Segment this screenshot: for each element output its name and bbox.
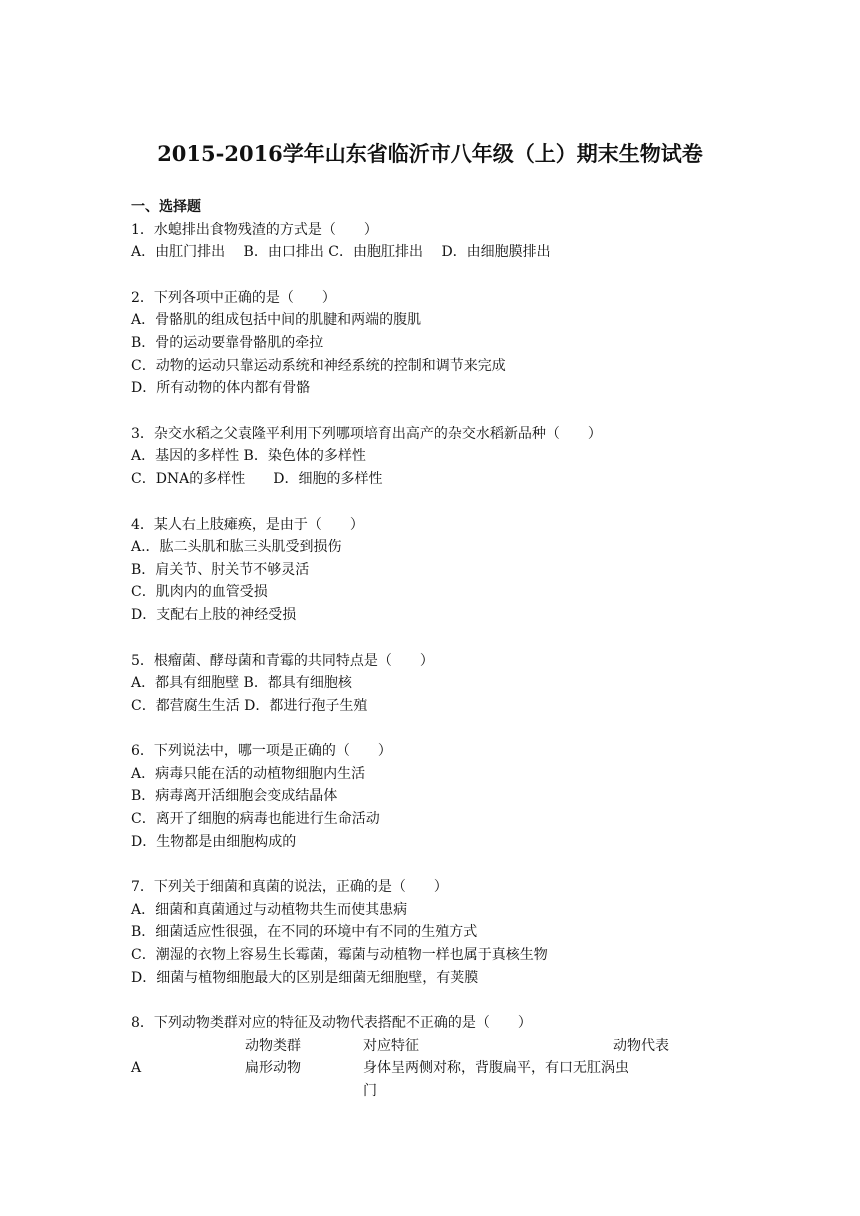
question-option: C．潮湿的衣物上容易生长霉菌，霉菌与动植物一样也属于真核生物 [131, 947, 548, 964]
table-header-representative: 动物代表 [613, 1037, 669, 1054]
question-stem: 2．下列各项中正确的是（ ） [131, 289, 336, 306]
table-row-label: A [131, 1060, 142, 1077]
question-stem: 3．杂交水稻之父袁隆平利用下列哪项培育出高产的杂交水稻新品种（ ） [131, 425, 602, 442]
question-option: A．由肛门排出 B．由口排出 C．由胞肛排出 D．由细胞膜排出 [131, 244, 551, 261]
answer-table [131, 1035, 771, 1103]
question-option: B．骨的运动要靠骨骼肌的牵拉 [131, 334, 324, 351]
table-header-group: 动物类群 [245, 1037, 301, 1054]
question-stem: 5．根瘤菌、酵母菌和青霉的共同特点是（ ） [131, 652, 434, 669]
table-cell-feature-continued: 门 [363, 1083, 377, 1099]
question-option: B．肩关节、肘关节不够灵活 [131, 561, 310, 578]
question-option: C．DNA的多样性 D．细胞的多样性 [131, 470, 383, 487]
question-option: A．基因的多样性 B．染色体的多样性 [131, 448, 366, 465]
page-title: 2015-2016学年山东省临沂市八年级（上）期末生物试卷 [157, 141, 703, 166]
question-option: C．都营腐生生活 D．都进行孢子生殖 [131, 697, 368, 714]
section-heading: 一、选择题 [131, 199, 201, 215]
question-option: D．支配右上肢的神经受损 [131, 606, 297, 623]
table-cell-feature: 身体呈两侧对称，背腹扁平，有口无肛涡虫 [363, 1060, 629, 1077]
table-header-feature: 对应特征 [363, 1037, 419, 1054]
question-option: D．细菌与植物细胞最大的区别是细菌无细胞壁，有荚膜 [131, 969, 479, 986]
question-list [131, 196, 771, 1103]
question-stem: 4．某人右上肢瘫痪，是由于（ ） [131, 516, 364, 533]
question-option: D．所有动物的体内都有骨骼 [131, 380, 311, 397]
question-option: A．细菌和真菌通过与动植物共生而使其患病 [131, 901, 408, 918]
question-option: A．都具有细胞壁 B．都具有细胞核 [131, 675, 352, 692]
question-stem: 6．下列说法中，哪一项是正确的（ ） [131, 743, 392, 760]
question-option: A.．肱二头肌和肱三头肌受到损伤 [131, 539, 342, 556]
question-option: C．肌肉内的血管受损 [131, 584, 268, 601]
question-option: C．离开了细胞的病毒也能进行生命活动 [131, 811, 380, 828]
question-stem: 1．水螅排出食物残渣的方式是（ ） [131, 221, 378, 238]
table-cell-group: 扁形动物 [245, 1060, 301, 1077]
question-option: B．细菌适应性很强，在不同的环境中有不同的生殖方式 [131, 924, 478, 941]
question-stem: 7．下列关于细菌和真菌的说法，正确的是（ ） [131, 879, 448, 896]
question-option: B．病毒离开活细胞会变成结晶体 [131, 788, 338, 805]
question-option: A．病毒只能在活的动植物细胞内生活 [131, 765, 366, 782]
question-option: A．骨骼肌的组成包括中间的肌腱和两端的腹肌 [131, 312, 422, 329]
question-option: C．动物的运动只靠运动系统和神经系统的控制和调节来完成 [131, 357, 506, 374]
question-option: D．生物都是由细胞构成的 [131, 833, 297, 850]
question-stem: 8．下列动物类群对应的特征及动物代表搭配不正确的是（ ） [131, 1015, 532, 1032]
